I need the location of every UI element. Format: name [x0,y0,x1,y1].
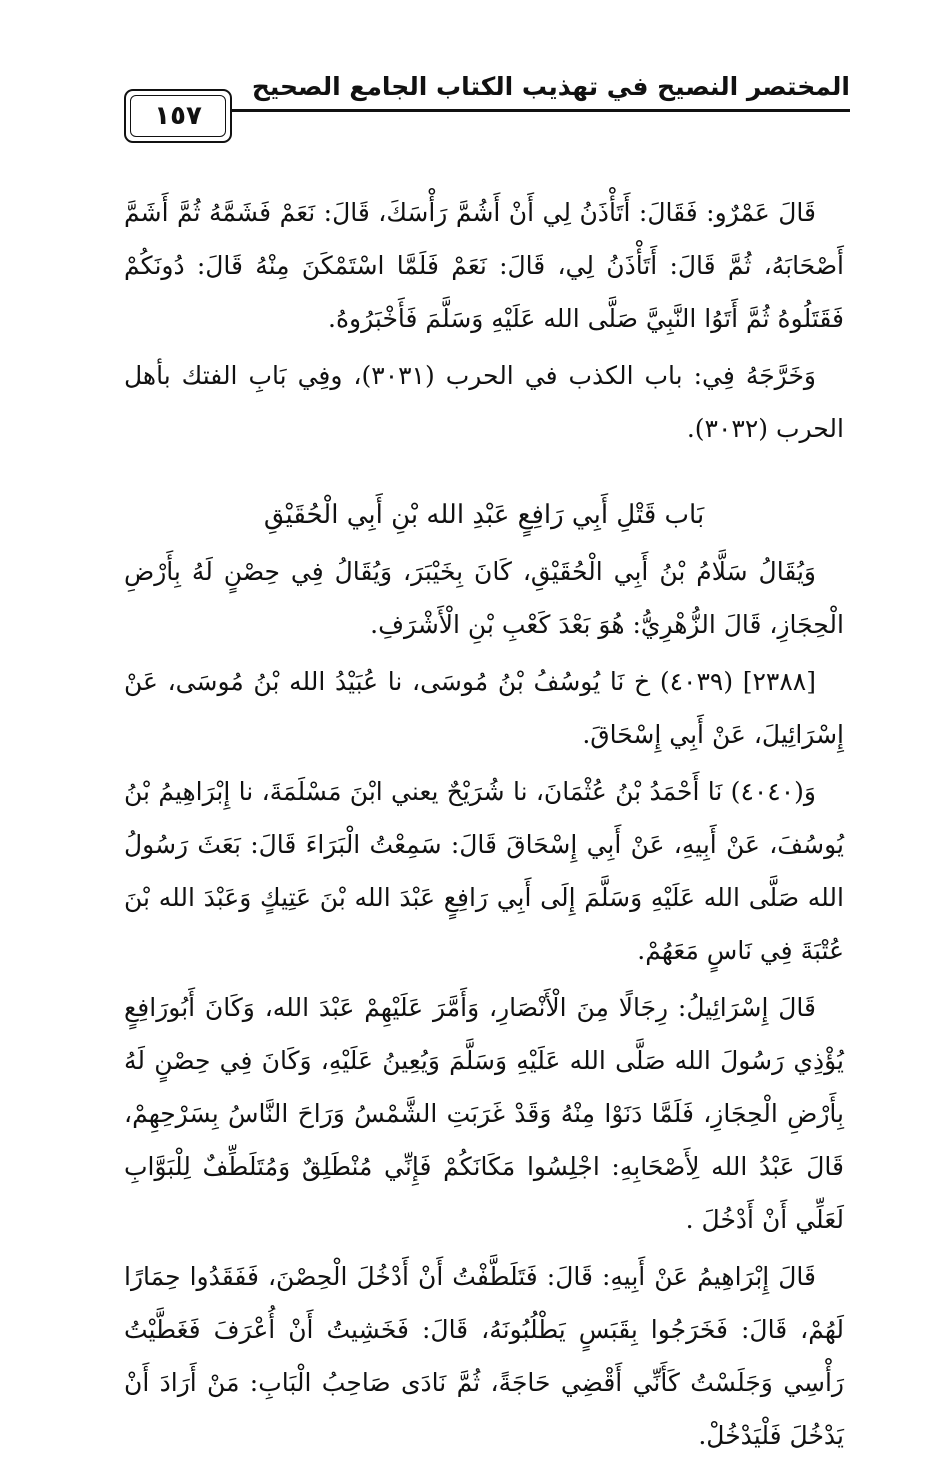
hadith-paragraph: [٢٣٨٨] (٤٠٣٩) خ نَا يُوسُفُ بْنُ مُوسَى، نا عُبَيْدُ الله بْنُ مُوسَى، عَنْ إِسْرَائِيلَ، عَنْ أَبِي إِسْحَاقَ. [124,667,844,749]
paragraph: وَيُقَالُ سَلَّامُ بْنُ أَبِي الْحُقَيْقِ، كَانَ بِخَيْبَرَ، وَيُقَالُ فِي حِصْنٍ لَهُ بِأَرْضِ الْحِجَازِ، قَالَ الزُّهْرِيُّ: هُوَ بَعْدَ كَعْبِ بْنِ الْأَشْرَفِ. [124,557,844,639]
header-rule [124,109,850,112]
section-gap [124,459,844,485]
chapter-title: بَاب قَتْلِ أَبِي رَافِعٍ عَبْدِ الله بْنِ أَبِي الْحُقَيْقِ [263,500,705,530]
hadith-paragraph: وَ(٤٠٤٠) نَا أَحْمَدُ بْنُ عُثْمَانَ، نا شُرَيْحٌ يعني ابْنَ مَسْلَمَةَ، نا إِبْرَاهِيمُ بْنُ يُوسُفَ، عَنْ أَبِيهِ، عَنْ أَبِي إِسْحَاقَ قَالَ: سَمِعْتُ الْبَرَاءَ قَالَ: بَعَثَ رَسُولُ الله صَلَّى الله عَلَيْهِ وَسَلَّمَ إِلَى أَبِي رَافِعٍ عَبْدَ الله بْنَ عَتِيكٍ وَعَبْدَ الله بْنَ عُتْبَةَ فِي نَاسٍ مَعَهُمْ. [124,777,844,965]
paragraph: قَالَ عَمْرٌو: فَقَالَ: أَتَأْذَنُ لِي أَنْ أَشُمَّ رَأْسَكَ، قَالَ: نَعَمْ فَشَمَّهُ ثُمَّ أَشَمَّ أَصْحَابَهُ، ثُمَّ قَالَ: أَتَأْذَنُ لِي، قَالَ: نَعَمْ فَلَمَّا اسْتَمْكَنَ مِنْهُ قَالَ: دُونَكُمْ فَقَتَلُوهُ ثُمَّ أَتَوُا النَّبِيَّ صَلَّى الله عَلَيْهِ وَسَلَّمَ فَأَخْبَرُوهُ. [124,198,844,333]
paragraph: وَخَرَّجَهُ فِي: باب الكذب في الحرب (٣٠٣١)، وفِي بَابِ الفتك بأهل الحرب (٣٠٣٢). [124,361,844,443]
paragraph: قَالَ إِبْرَاهِيمُ عَنْ أَبِيهِ: قَالَ: فَتَلَطَّفْتُ أَنْ أَدْخُلَ الْحِصْنَ، فَفَقَدُوا حِمَارًا لَهُمْ، قَالَ: فَخَرَجُوا بِقَبَسٍ يَطْلُبُونَهُ، قَالَ: فَخَشِيتُ أَنْ أُعْرَفَ فَغَطَّيْتُ رَأْسِي وَجَلَسْتُ كَأَنِّي أَقْضِي حَاجَةً، ثُمَّ نَادَى صَاحِبُ الْبَابِ: مَنْ أَرَادَ أَنْ يَدْخُلَ فَلْيَدْخُلْ. [124,1262,844,1450]
page-number: ١٥٧ [130,95,226,137]
running-title: المختصر النصيح في تهذيب الكتاب الجامع الصحيح [251,72,850,101]
main-text [124,186,844,1466]
page-number-frame [124,89,232,143]
paragraph: قَالَ إِسْرَائِيلُ: رِجَالًا مِنَ الْأَنْصَارِ، وَأَمَّرَ عَلَيْهِمْ عَبْدَ الله، وَكَانَ أَبُورَافِعٍ يُؤْذِي رَسُولَ الله صَلَّى الله عَلَيْهِ وَسَلَّمَ وَيُعِينُ عَلَيْهِ، وَكَانَ فِي حِصْنٍ لَهُ بِأَرْضِ الْحِجَازِ، فَلَمَّا دَنَوْا مِنْهُ وَقَدْ غَرَبَتِ الشَّمْسُ وَرَاحَ النَّاسُ بِسَرْحِهِمْ، قَالَ عَبْدُ الله لِأَصْحَابِهِ: اجْلِسُوا مَكَانَكُمْ فَإِنِّي مُنْطَلِقٌ وَمُتَلَطِّفٌ لِلْبَوَّابِ لَعَلِّي أَنْ أَدْخُلَ . [124,993,844,1234]
